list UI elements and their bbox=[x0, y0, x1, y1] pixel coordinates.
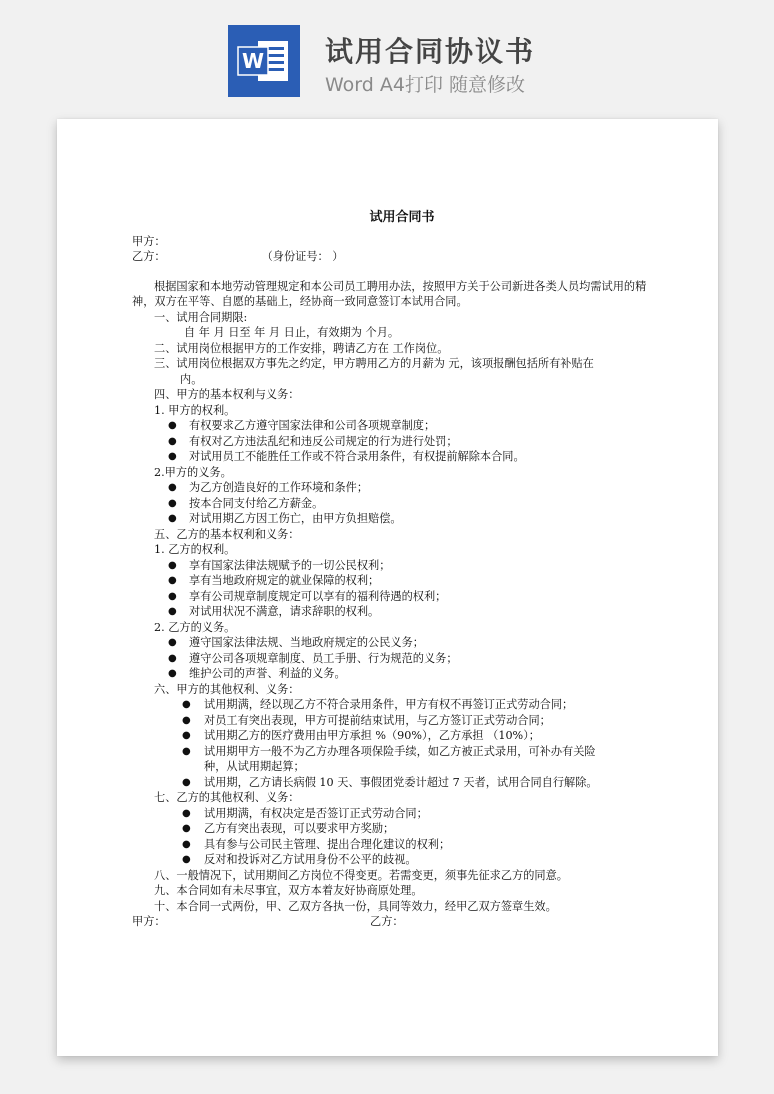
list-item bbox=[132, 418, 652, 434]
section-4-2-list bbox=[132, 480, 652, 527]
bullet-icon: ● bbox=[182, 807, 191, 819]
party-b-label: 乙方： bbox=[132, 250, 166, 263]
list-item-text: 遵守公司各项规章制度、员工手册、行为规范的义务； bbox=[189, 651, 458, 665]
party-b-line bbox=[132, 249, 652, 265]
list-item-text: 对试用状况不满意，请求辞职的权利。 bbox=[189, 605, 380, 618]
bullet-icon: ● bbox=[168, 652, 177, 664]
bullet-icon: ● bbox=[182, 838, 191, 850]
list-item bbox=[132, 511, 652, 527]
document-title: 试用合同书 bbox=[369, 210, 435, 225]
section-5-1-heading: 1. 乙方的权利。 bbox=[154, 543, 236, 556]
section-4-2-heading: 2.甲方的义务。 bbox=[154, 465, 232, 479]
bullet-icon: ● bbox=[168, 668, 177, 679]
signature-line bbox=[132, 914, 652, 930]
word-icon-letter: W bbox=[241, 49, 265, 73]
list-item-text: 试用期，乙方请长病假 10 天、事假团党委计超过 7 天者，试用合同自行解除。 bbox=[204, 775, 598, 789]
section-5-2-heading: 2. 乙方的义务。 bbox=[154, 620, 236, 634]
list-item-text: 反对和投诉对乙方试用身份不公平的歧视。 bbox=[204, 853, 417, 866]
list-item bbox=[132, 775, 652, 791]
document-body bbox=[132, 210, 652, 930]
bullet-icon: ● bbox=[182, 714, 191, 726]
section-6-list bbox=[132, 697, 652, 759]
signature-party-b: 乙方： bbox=[370, 915, 404, 928]
list-item-text: 对试用期乙方因工伤亡，由甲方负担赔偿。 bbox=[189, 512, 402, 525]
list-item bbox=[132, 449, 652, 465]
list-item bbox=[132, 728, 652, 744]
list-item-text: 维护公司的声誉、利益的义务。 bbox=[189, 667, 346, 680]
bullet-icon: ● bbox=[182, 854, 191, 865]
party-a-line: 甲方： bbox=[132, 234, 166, 248]
section-8: 八、一般情况下，试用期间乙方岗位不得变更。若需变更，须事先征求乙方的同意。 bbox=[154, 868, 568, 882]
bullet-icon: ● bbox=[182, 745, 191, 757]
list-item-text: 对员工有突出表现，甲方可提前结束试用，与乙方签订正式劳动合同； bbox=[204, 713, 551, 727]
list-item bbox=[132, 821, 652, 837]
list-item-text: 乙方有突出表现，可以要求甲方奖励； bbox=[204, 822, 395, 835]
list-item bbox=[132, 480, 652, 496]
list-item bbox=[132, 573, 652, 589]
list-item bbox=[132, 837, 652, 853]
list-item-text: 试用期甲方一般不为乙方办理各项保险手续，如乙方被正式录用，可补办有关险 bbox=[204, 744, 596, 758]
section-9: 九、本合同如有未尽事宜，双方本着友好协商原处理。 bbox=[154, 884, 423, 897]
bullet-icon: ● bbox=[182, 823, 191, 834]
section-7-heading: 七、乙方的其他权利、义务： bbox=[154, 791, 300, 804]
bullet-icon: ● bbox=[168, 420, 177, 431]
list-item bbox=[132, 666, 652, 682]
section-7-list bbox=[132, 806, 652, 868]
bullet-icon: ● bbox=[168, 575, 177, 586]
list-item-text: 有权要求乙方遵守国家法律和公司各项规章制度； bbox=[189, 419, 436, 432]
list-item bbox=[132, 558, 652, 574]
word-icon bbox=[228, 25, 300, 97]
bullet-icon: ● bbox=[168, 559, 177, 571]
list-item-text: 试用期满，经以现乙方不符合录用条件，甲方有权不再签订正式劳动合同； bbox=[204, 698, 574, 711]
list-item bbox=[132, 651, 652, 667]
section-5-2-list bbox=[132, 635, 652, 682]
header bbox=[0, 0, 774, 118]
section-4-1-list bbox=[132, 418, 652, 465]
list-item-text: 具有参与公司民主管理、提出合理化建议的权利； bbox=[204, 837, 451, 851]
section-10: 十、本合同一式两份，甲、乙双方各执一份，具同等效力，经甲乙双方签章生效。 bbox=[154, 899, 557, 913]
list-item bbox=[132, 806, 652, 822]
list-item-text: 享有国家法律法规赋予的一切公民权利； bbox=[189, 558, 391, 572]
header-title: 试用合同协议书 bbox=[325, 35, 536, 68]
section-3-line2: 内。 bbox=[180, 372, 203, 386]
list-item bbox=[132, 604, 652, 620]
signature-party-a: 甲方： bbox=[132, 915, 166, 928]
bullet-icon: ● bbox=[168, 637, 177, 648]
id-number-label: （身份证号： ） bbox=[261, 250, 344, 263]
section-1-detail: 自 年 月 日至 年 月 日止，有效期为 个月。 bbox=[184, 326, 400, 339]
list-item bbox=[132, 496, 652, 512]
list-item-text: 遵守国家法律法规、当地政府规定的公民义务； bbox=[189, 636, 424, 649]
header-subtitle: Word A4打印 随意修改 bbox=[325, 74, 526, 96]
list-item-text: 有权对乙方违法乱纪和违反公司规定的行为进行处罚； bbox=[189, 434, 458, 448]
list-item bbox=[132, 852, 652, 868]
list-item-text: 按本合同支付给乙方薪金。 bbox=[189, 496, 324, 510]
bullet-icon: ● bbox=[168, 482, 177, 493]
list-item bbox=[132, 697, 652, 713]
list-item-text: 享有当地政府规定的就业保障的权利； bbox=[189, 574, 380, 587]
section-1-heading: 一、试用合同期限: bbox=[154, 310, 248, 324]
list-item-text: 试用期满，有权决定是否签订正式劳动合同； bbox=[204, 806, 428, 820]
list-item-text: 享有公司规章制度规定可以享有的福利待遇的权利； bbox=[189, 589, 447, 603]
bullet-icon: ● bbox=[168, 513, 177, 524]
intro-paragraph: 根据国家和本地劳动管理规定和本公司员工聘用办法，按照甲方关于公司新进各类人员均需试用的精神，双方在平等、自愿的基础上，经协商一致同意签订本试用合同。 bbox=[132, 279, 647, 308]
section-3-line1: 三、试用岗位根据双方事先之约定，甲方聘用乙方的月薪为 元，该项报酬包括所有补贴在 bbox=[154, 357, 594, 370]
list-item bbox=[132, 434, 652, 450]
bullet-icon: ● bbox=[182, 776, 191, 788]
list-item-text: 为乙方创造良好的工作环境和条件； bbox=[189, 481, 369, 494]
section-5-heading: 五、乙方的基本权利和义务： bbox=[154, 527, 300, 541]
section-6-item4-continuation: 种，从试用期起算； bbox=[204, 760, 305, 773]
bullet-icon: ● bbox=[182, 730, 191, 741]
list-item bbox=[132, 635, 652, 651]
section-4-1-heading: 1. 甲方的权利。 bbox=[154, 403, 236, 417]
section-5-1-list bbox=[132, 558, 652, 620]
bullet-icon: ● bbox=[168, 590, 177, 602]
list-item-text: 试用期乙方的医疗费用由甲方承担 %（90%），乙方承担 （10%）； bbox=[204, 729, 540, 742]
list-item bbox=[132, 744, 652, 760]
bullet-icon: ● bbox=[168, 497, 177, 509]
section-4-heading: 四、甲方的基本权利与义务： bbox=[154, 388, 300, 401]
bullet-icon: ● bbox=[168, 606, 177, 617]
list-item bbox=[132, 713, 652, 729]
list-item-text: 对试用员工不能胜任工作或不符合录用条件，有权提前解除本合同。 bbox=[189, 450, 525, 463]
section-6-heading: 六、甲方的其他权利、义务： bbox=[154, 682, 300, 696]
list-item bbox=[132, 589, 652, 605]
section-2: 二、试用岗位根据甲方的工作安排，聘请乙方在 工作岗位。 bbox=[154, 341, 449, 355]
bullet-icon: ● bbox=[182, 699, 191, 710]
bullet-icon: ● bbox=[168, 451, 177, 462]
bullet-icon: ● bbox=[168, 435, 177, 447]
